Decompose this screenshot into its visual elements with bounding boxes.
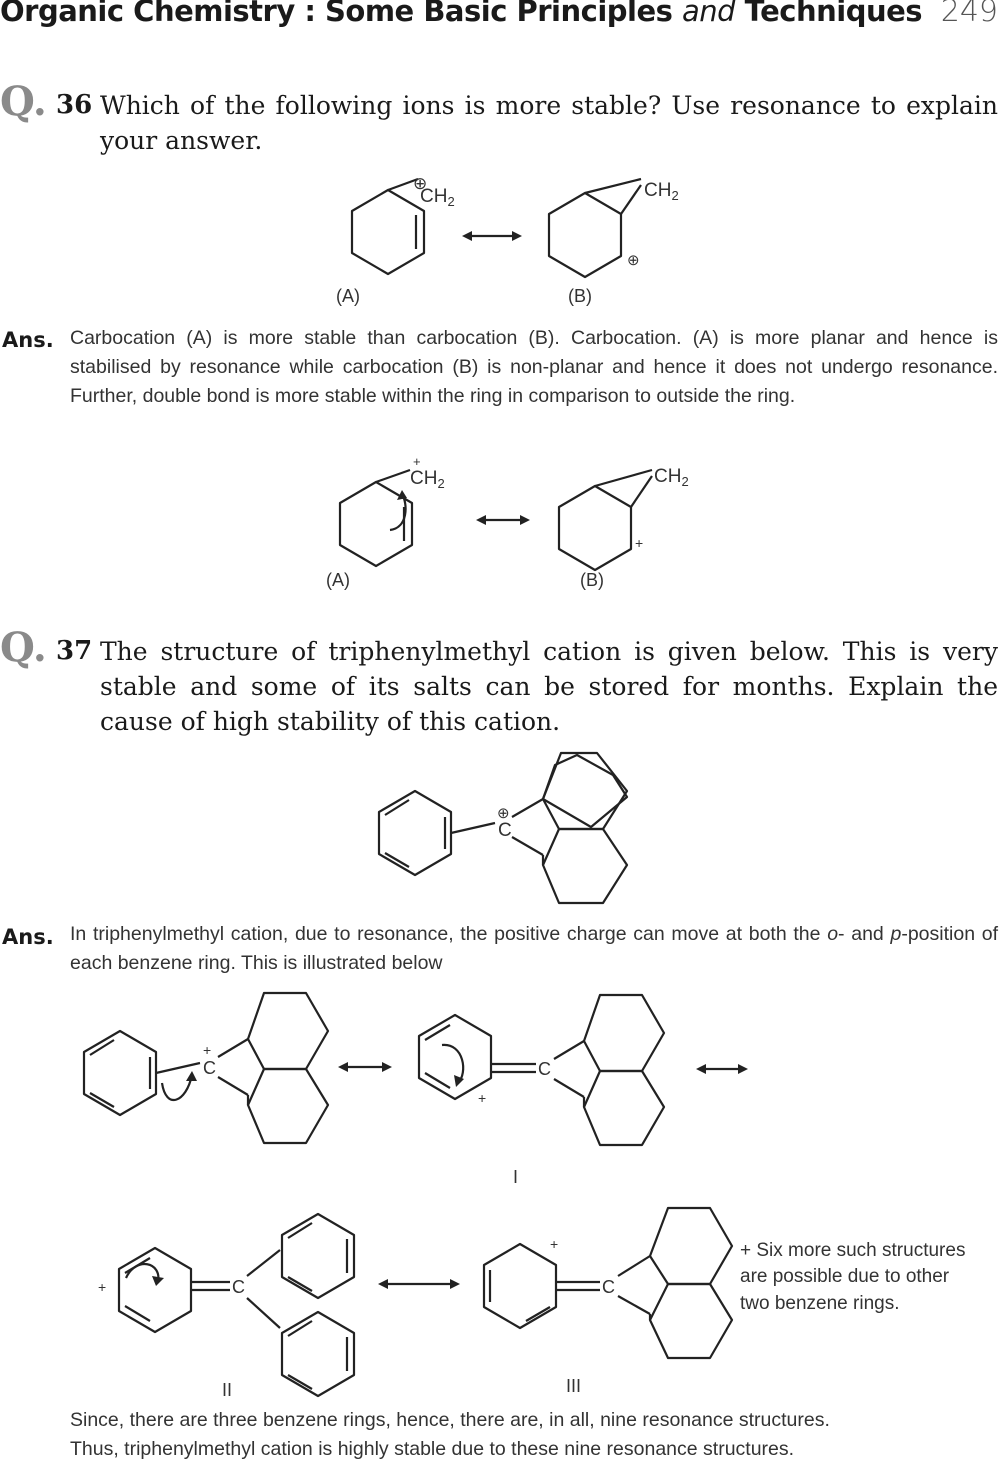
s1-phenyl-left bbox=[84, 1031, 156, 1115]
s3-db2 bbox=[125, 1306, 150, 1321]
s1-arrow-right bbox=[382, 1062, 392, 1072]
s1-curved-arrow-head bbox=[186, 1071, 197, 1081]
charge-a: + bbox=[413, 454, 421, 469]
s2-bond-lower bbox=[554, 1079, 584, 1097]
header-title-main: Organic Chemistry : Some Basic Principles bbox=[0, 0, 673, 28]
charge-b: ⊕ bbox=[627, 252, 640, 269]
s3-carbon: C bbox=[232, 1277, 245, 1297]
s4-db2 bbox=[526, 1307, 550, 1321]
s3-ring bbox=[119, 1248, 191, 1332]
arrow-head-right bbox=[520, 515, 530, 525]
s4-bond-upper bbox=[618, 1256, 650, 1276]
label-b: (B) bbox=[568, 286, 592, 306]
s1-carbon: C bbox=[203, 1058, 216, 1078]
question-37-number: 37 bbox=[56, 636, 93, 666]
ring-a bbox=[352, 190, 424, 274]
s4-bond-lower bbox=[618, 1296, 650, 1314]
s4-lower-phenyl bbox=[650, 1284, 732, 1358]
s3-curved-arrow-head bbox=[152, 1276, 164, 1286]
s2-ring bbox=[419, 1015, 491, 1099]
s3-bond-upper bbox=[247, 1250, 280, 1276]
bond-phenyl-c bbox=[451, 823, 495, 833]
ch2-b: $CH_2$ bbox=[654, 466, 689, 489]
bond-c-lower bbox=[512, 837, 543, 855]
bond-c-upper bbox=[512, 799, 543, 817]
question-36-text: Which of the following ions is more stable? Use resonance to explain your answer. bbox=[100, 91, 998, 155]
ch2-a: $CH_2$ bbox=[420, 186, 455, 209]
s4-ring bbox=[484, 1244, 556, 1328]
label-iii: III bbox=[566, 1376, 582, 1396]
conclusion-line-1: Since, there are three benzene rings, hence, there are, in all, nine resonance structures. bbox=[70, 1409, 830, 1431]
exo-double-bond-1 bbox=[585, 179, 641, 193]
s2-arrow-left bbox=[696, 1064, 706, 1074]
header-title-end: Techniques bbox=[744, 0, 923, 28]
label-i: I bbox=[513, 1167, 519, 1187]
exo-double-bond-2 bbox=[621, 185, 641, 214]
label-b: (B) bbox=[580, 570, 604, 590]
s2-arrow-right bbox=[738, 1064, 748, 1074]
answer-37-line2: -position of each benzene ring. This is illustrated below bbox=[70, 923, 998, 974]
s3-bond-lower bbox=[247, 1298, 280, 1328]
s2-carbon: C bbox=[538, 1059, 551, 1079]
s2-lower-phenyl bbox=[584, 1071, 664, 1145]
question-36-number: 36 bbox=[56, 90, 93, 120]
s3-up-db2 bbox=[288, 1277, 312, 1291]
answer-36-label: Ans. bbox=[2, 328, 54, 352]
charge-a: ⊕ bbox=[413, 174, 428, 193]
question-37-text: The structure of triphenylmethyl cation is given below. This is very stable and some of its salts can be stored for months. Explain the cause of high stability of this cation. bbox=[100, 637, 998, 736]
label-ii: II bbox=[222, 1380, 233, 1400]
arrow-head-left bbox=[462, 231, 472, 241]
phenyl-ring-left bbox=[379, 791, 451, 875]
s3-charge: + bbox=[98, 1279, 107, 1295]
question-36-mark: Q. bbox=[0, 78, 47, 125]
s4-charge: + bbox=[550, 1236, 559, 1252]
question-37-figure bbox=[365, 745, 635, 910]
upper-phenyl bbox=[543, 753, 627, 829]
page-header-title bbox=[0, 0, 922, 28]
s3-lo-db2 bbox=[288, 1375, 312, 1389]
label-a: (A) bbox=[326, 570, 350, 590]
s3-arrow-right bbox=[450, 1279, 460, 1289]
s3-arrow-left bbox=[378, 1279, 388, 1289]
s1-upper-phenyl bbox=[248, 993, 328, 1069]
s2-db1 bbox=[425, 1025, 450, 1040]
s2-upper-phenyl bbox=[584, 995, 664, 1071]
s2-curved-arrow bbox=[442, 1045, 463, 1083]
answer-37-label: Ans. bbox=[2, 925, 54, 949]
answer-36-text: Carbocation (A) is more stable than carbocation (B). Carbocation. (A) is more planar and hence is stabilised by resonance while carbocation (B) is non-planar and hence it does not undergo resonance. Further, double bond is more stable within the ring in comparison to outside the ring. bbox=[70, 327, 998, 407]
question-36-figure bbox=[300, 165, 700, 310]
s2-bond-upper bbox=[554, 1041, 584, 1059]
s1-lower-phenyl bbox=[248, 1069, 328, 1143]
resonance-figure-row-2 bbox=[90, 1200, 1000, 1405]
answer-36-figure bbox=[290, 452, 710, 597]
ch2-b: $CH_2$ bbox=[644, 180, 679, 203]
header-title-and: and bbox=[682, 0, 736, 28]
resonance-figure-row-1 bbox=[70, 985, 770, 1190]
s3-upper-phenyl bbox=[282, 1214, 354, 1298]
label-a: (A) bbox=[336, 286, 360, 306]
exo-double-bond-2 bbox=[631, 476, 652, 507]
page-number: 249 bbox=[940, 0, 998, 29]
s1-arrow-left bbox=[338, 1062, 348, 1072]
ring-b bbox=[559, 486, 631, 570]
ring-b bbox=[549, 193, 621, 277]
note-line-2: are possible due to other bbox=[740, 1266, 950, 1287]
s4-carbon: C bbox=[602, 1277, 615, 1297]
s1-bond-c bbox=[156, 1063, 200, 1073]
arrow-head-left bbox=[476, 515, 486, 525]
ortho: o bbox=[827, 923, 839, 945]
s2-db2 bbox=[425, 1073, 450, 1088]
central-carbon: C bbox=[498, 820, 512, 841]
s2-charge: + bbox=[478, 1090, 487, 1106]
s1-bond-upper bbox=[218, 1039, 248, 1057]
lower-phenyl bbox=[543, 829, 627, 903]
charge-b: + bbox=[635, 535, 644, 551]
note-line-1: + Six more such structures bbox=[740, 1240, 966, 1261]
note-line-3: two benzene rings. bbox=[740, 1293, 900, 1314]
question-37-mark: Q. bbox=[0, 624, 47, 671]
arrow-head-right bbox=[512, 231, 522, 241]
s1-bond-lower bbox=[218, 1077, 248, 1095]
exo-double-bond-1 bbox=[595, 470, 652, 486]
para: p bbox=[890, 923, 902, 945]
bond-to-ch2 bbox=[376, 470, 410, 482]
answer-37-line1: In triphenylmethyl cation, due to resonance, the positive charge can move at both the bbox=[70, 923, 821, 945]
s3-lower-phenyl bbox=[282, 1312, 354, 1396]
conclusion-line-2: Thus, triphenylmethyl cation is highly stable due to these nine resonance structures. bbox=[70, 1438, 795, 1460]
s4-upper-phenyl bbox=[650, 1208, 732, 1284]
ch2-a: $CH_2$ bbox=[410, 468, 445, 491]
s1-charge: + bbox=[203, 1042, 212, 1058]
answer-37-text bbox=[70, 920, 998, 978]
charge: ⊕ bbox=[497, 805, 510, 822]
answer-37-and: - and bbox=[838, 923, 891, 945]
